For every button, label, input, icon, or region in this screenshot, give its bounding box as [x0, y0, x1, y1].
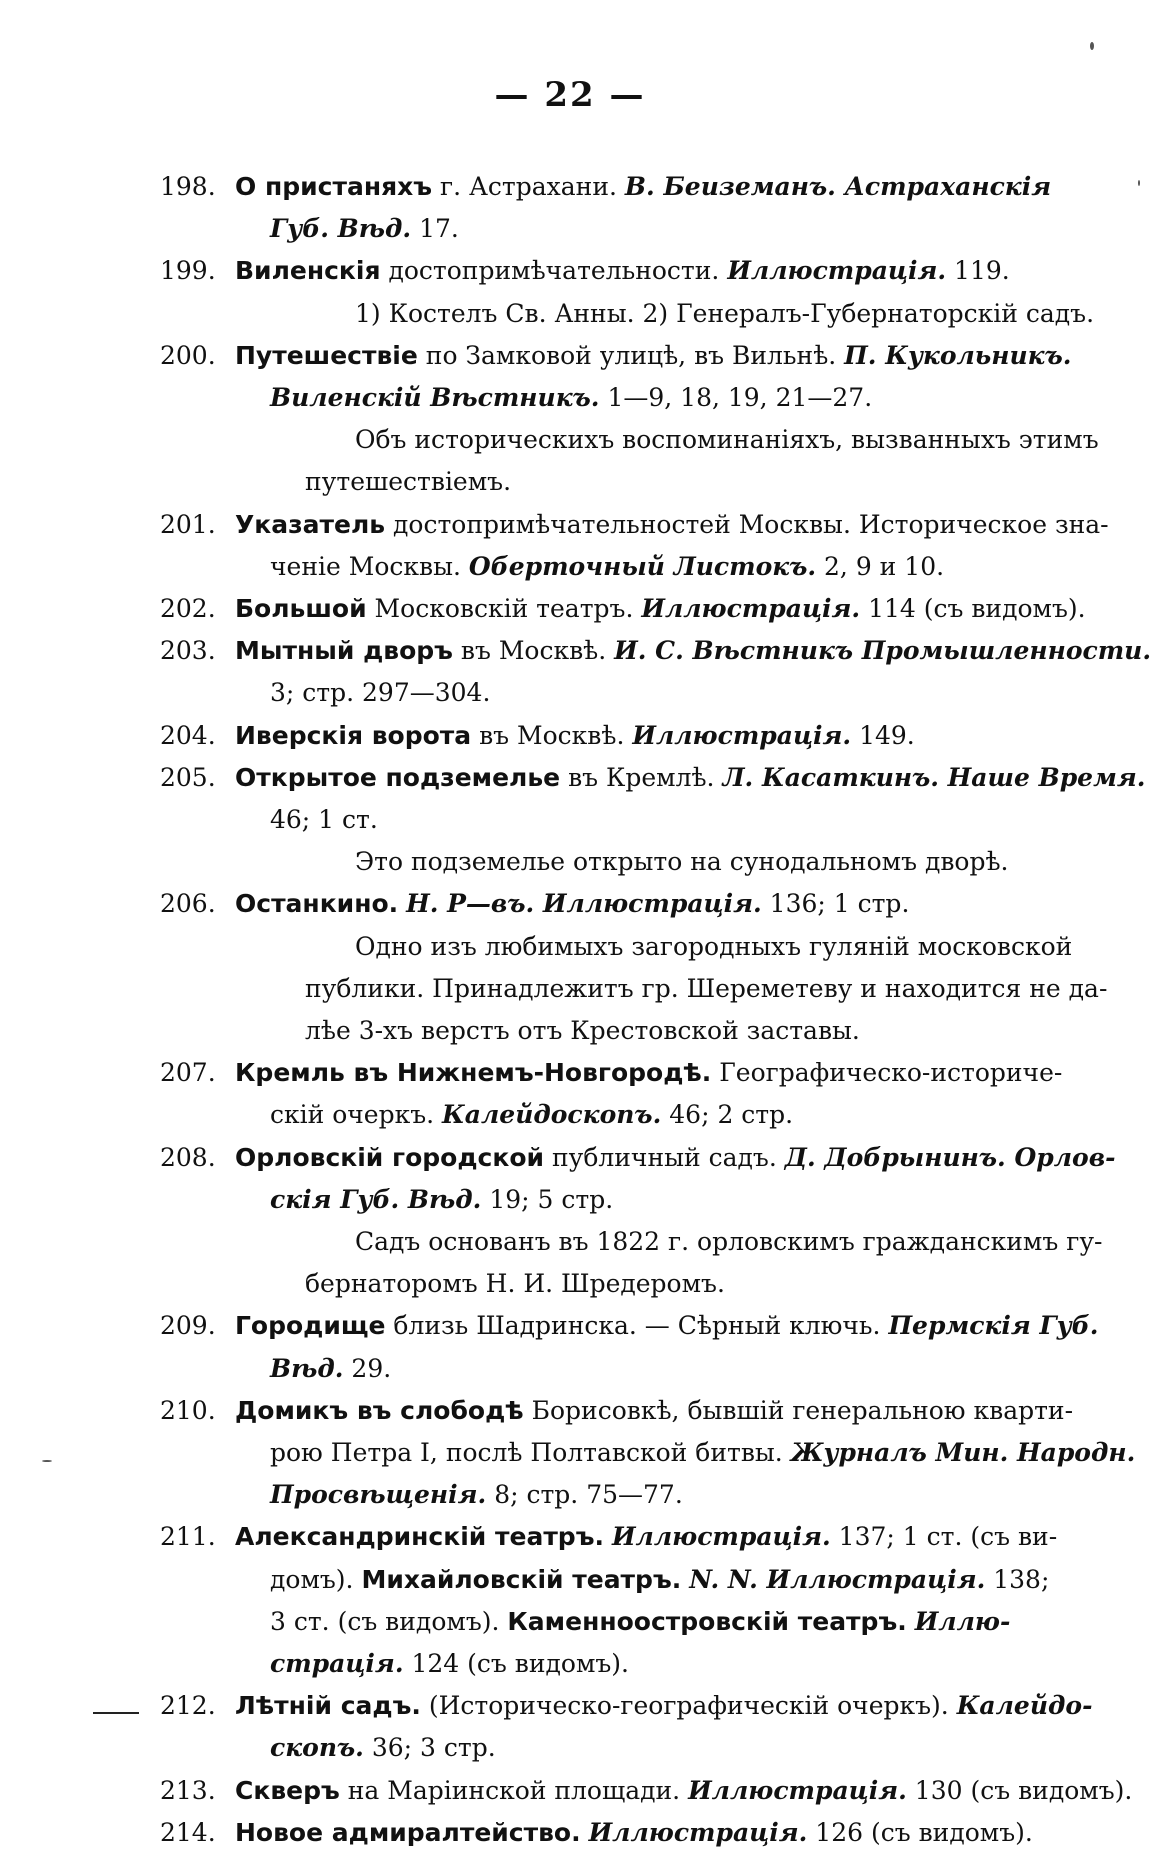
- entry-continuation-line: [270, 1726, 1090, 1770]
- entry-title-line: [235, 1769, 1133, 1813]
- entry-heading: Большой: [235, 594, 367, 623]
- entry-continuation-line: [305, 460, 1090, 504]
- entry-number: 210.: [160, 1395, 216, 1425]
- entry-source: П. Кукольникъ.: [844, 340, 1072, 370]
- entry-text: на Маріинской площади.: [339, 1775, 689, 1805]
- entry-title-line: [235, 1304, 1099, 1348]
- entry-title-line: [235, 587, 1090, 631]
- entry-heading: Домикъ въ слободѣ: [235, 1395, 524, 1425]
- entry-continuation-line: [270, 1431, 1136, 1475]
- entry-text: рою Петра I, послѣ Полтавской битвы.: [270, 1438, 791, 1467]
- entry-continuation-line: [355, 292, 1095, 336]
- entry-title-line: [235, 629, 1151, 673]
- entry-text: по Замковой улицѣ, въ Вильнѣ.: [417, 340, 845, 370]
- entry-source: В. Беиземанъ. Астраханскія: [624, 172, 1052, 201]
- entry-text: публичный садъ.: [544, 1142, 785, 1172]
- entry-continuation-line: [355, 925, 1090, 969]
- entry-source: Иллюстрація.: [727, 256, 947, 286]
- entry-text: лѣе 3-хъ верстъ отъ Крестовской заставы.: [305, 1016, 860, 1045]
- entry-text: 46; 2 стр.: [661, 1100, 794, 1130]
- entry-continuation-line: [305, 967, 1108, 1011]
- entry-title-line: [235, 1051, 1090, 1095]
- entry-text: домъ).: [270, 1564, 362, 1594]
- entry-number: 202.: [160, 594, 216, 623]
- entry-text: Борисовкѣ, бывшій генеральною кварти-: [523, 1395, 1074, 1425]
- entry-heading: Новое адмиралтейство.: [235, 1817, 581, 1847]
- entry-text: 137; 1 ст. (съ ви-: [830, 1522, 1058, 1552]
- entry-heading: Открытое подземелье: [235, 762, 561, 792]
- entry-text: публики. Принадлежитъ гр. Шереметеву и находится не да-: [305, 973, 1108, 1003]
- entry-text: ченіе Москвы.: [270, 551, 469, 581]
- entry-text: путешествіемъ.: [305, 467, 512, 497]
- entry-source: Иллюстрація.: [588, 1817, 808, 1847]
- entry-text: достопримѣчательностей Москвы. Историческое зна-: [385, 509, 1109, 539]
- entry-source: И. С. Вѣстникъ Промышленности.: [614, 636, 1151, 666]
- entry-text: 124 (съ видомъ).: [403, 1649, 629, 1678]
- entry-text: [398, 889, 406, 918]
- entry-heading: Городище: [235, 1311, 386, 1341]
- entry-title-line: [235, 714, 1090, 758]
- entry-number: 203.: [160, 636, 216, 666]
- entry-text: 46; 1 ст.: [270, 805, 378, 834]
- entry-continuation-line: [270, 671, 1090, 715]
- entry-continuation-line: [355, 1220, 1103, 1264]
- entry-number: 199.: [160, 256, 216, 286]
- entry-source: скія Губ. Вѣд.: [270, 1184, 482, 1214]
- entry-heading: Иверскія ворота: [235, 720, 472, 750]
- entry-text: г. Астрахани.: [432, 172, 625, 201]
- entry-continuation-line: [270, 376, 1090, 420]
- entry-continuation-line: [270, 207, 1090, 251]
- entry-text: близь Шадринска. — Сѣрный ключь.: [385, 1311, 889, 1341]
- ink-speck: [1138, 180, 1140, 186]
- entry-continuation-line: [270, 1473, 1090, 1517]
- entry-heading: Мытный дворъ: [235, 636, 453, 666]
- ink-speck: [42, 1460, 52, 1462]
- entry-title-line: [235, 503, 1109, 547]
- entry-title-line: [235, 756, 1146, 800]
- entry-text: Московскій театръ.: [366, 594, 642, 623]
- entry-continuation-line: [270, 1178, 1090, 1222]
- entry-number: 207.: [160, 1058, 216, 1088]
- entry-text: въ Кремлѣ.: [560, 762, 723, 792]
- entry-title-line: [235, 334, 1090, 378]
- entry-source: Иллюстрація.: [688, 1775, 907, 1805]
- entry-text: 3 ст. (съ видомъ).: [270, 1606, 508, 1636]
- entry-continuation-line: [270, 1600, 1090, 1644]
- entry-number: 208.: [160, 1142, 216, 1172]
- entry-continuation-line: [355, 840, 1090, 884]
- entry-continuation-line: [270, 1347, 1090, 1391]
- entry-number: 206.: [160, 889, 216, 919]
- entry-text: Садъ основанъ въ 1822 г. орловскимъ гражданскимъ гу-: [355, 1227, 1103, 1256]
- entry-source: Журналъ Мин. Народн.: [790, 1438, 1136, 1467]
- entry-source: Иллюстрація.: [632, 720, 852, 750]
- entry-text: 1—9, 18, 19, 21—27.: [599, 383, 873, 412]
- entry-text: [681, 1565, 689, 1594]
- entry-heading: Михайловскій театръ.: [361, 1564, 682, 1594]
- entry-continuation-line: [305, 1262, 1090, 1306]
- entry-number: 204.: [160, 720, 216, 750]
- entry-text: 138;: [985, 1564, 1050, 1594]
- entry-source: Губ. Вѣд.: [270, 214, 412, 244]
- entry-text: 19; 5 стр.: [481, 1184, 614, 1214]
- entry-source: Л. Касаткинъ. Наше Время.: [722, 762, 1146, 792]
- entry-heading: Кремль въ Нижнемъ-Новгородѣ.: [235, 1058, 712, 1088]
- entry-heading: Лѣтній садъ.: [235, 1691, 421, 1721]
- entry-title-line: [235, 1515, 1090, 1559]
- entry-text: Одно изъ любимыхъ загородныхъ гуляній московской: [355, 931, 1073, 961]
- entry-source: Просвѣщенія.: [270, 1480, 487, 1510]
- entry-text: [604, 1522, 612, 1551]
- entry-text: 8; стр. 75—77.: [486, 1480, 683, 1510]
- entry-heading: Александринскій театръ.: [235, 1522, 604, 1552]
- page-number: — 22 —: [494, 75, 646, 115]
- entry-heading: Указатель: [235, 509, 386, 539]
- entry-text: достопримѣчательности.: [380, 256, 728, 286]
- entry-source: Иллюстрація.: [611, 1522, 831, 1552]
- entry-source: Иллю-: [914, 1606, 1011, 1636]
- entry-text: (Историческо-географическій очеркъ).: [420, 1691, 957, 1721]
- entry-text: 17.: [411, 214, 459, 244]
- ink-speck: [1090, 42, 1094, 50]
- entry-text: 130 (съ видомъ).: [906, 1775, 1133, 1805]
- entry-text: 149.: [851, 720, 915, 750]
- entry-continuation-line: [270, 1093, 1090, 1137]
- entry-heading: Виленскія: [235, 256, 381, 286]
- entry-title-line: [235, 1811, 1090, 1855]
- entry-heading: Путешествіе: [235, 340, 418, 370]
- entry-text: Это подземелье открыто на сунодальномъ дворѣ.: [355, 847, 1009, 877]
- entry-number: 213.: [160, 1775, 216, 1805]
- entry-text: Географическо-историче-: [711, 1058, 1063, 1088]
- entry-title-line: [235, 1684, 1093, 1728]
- entry-source: скопъ.: [270, 1733, 364, 1763]
- entry-source: Д. Добрынинъ. Орлов-: [784, 1142, 1116, 1172]
- entry-source: Калейдо-: [956, 1691, 1093, 1721]
- entry-text: въ Москвѣ.: [452, 636, 615, 666]
- entry-continuation-line: [270, 1558, 1090, 1602]
- entry-text: 136; 1 стр.: [761, 889, 910, 919]
- entry-number: 212.: [160, 1691, 216, 1721]
- entry-continuation-line: [270, 545, 1090, 589]
- entry-source: страція.: [270, 1649, 404, 1678]
- entry-text: въ Москвѣ.: [471, 720, 633, 750]
- entry-source: Вѣд.: [270, 1353, 344, 1383]
- entry-number: 198.: [160, 172, 216, 201]
- entry-heading: Останкино.: [235, 889, 399, 919]
- entry-source: Виленскій Вѣстникъ.: [270, 383, 600, 412]
- entry-title-line: [235, 249, 1090, 293]
- entry-title-line: [235, 882, 1090, 926]
- entry-text: 2, 9 и 10.: [816, 551, 945, 581]
- entry-heading: О пристаняхъ: [235, 172, 433, 201]
- entry-title-line: [235, 165, 1090, 209]
- entry-heading: Каменноостровскій театръ.: [507, 1606, 907, 1636]
- entry-text: 119.: [946, 256, 1010, 286]
- entry-continuation-line: [305, 1009, 1090, 1053]
- entry-heading: Скверъ: [235, 1775, 340, 1805]
- entry-text: 114 (съ видомъ).: [860, 594, 1086, 623]
- entry-text: 126 (съ видомъ).: [807, 1817, 1033, 1847]
- entry-text: 3; стр. 297—304.: [270, 678, 491, 708]
- entry-source: Калейдоскопъ.: [442, 1100, 662, 1130]
- entry-title-line: [235, 1136, 1116, 1180]
- entry-continuation-line: [270, 798, 1090, 842]
- entry-text: 36; 3 стр.: [363, 1733, 496, 1763]
- entry-text: 29.: [343, 1353, 392, 1383]
- entry-number: 209.: [160, 1311, 216, 1341]
- entry-number: 211.: [160, 1522, 216, 1552]
- entry-heading: Орловскій городской: [235, 1142, 545, 1172]
- entry-number: 205.: [160, 762, 216, 792]
- entry-continuation-line: [355, 418, 1099, 462]
- entry-text: [907, 1607, 915, 1636]
- entry-source: Оберточный Листокъ.: [468, 551, 817, 581]
- entry-number: 200.: [160, 340, 216, 370]
- entry-source: Пермскія Губ.: [888, 1311, 1099, 1341]
- entry-text: 1) Костелъ Св. Анны. 2) Генералъ-Губернаторскій садъ.: [355, 298, 1095, 328]
- entry-text: [581, 1818, 589, 1847]
- entry-source: Н. Р—въ. Иллюстрація.: [406, 889, 762, 919]
- entry-title-line: [235, 1389, 1090, 1433]
- entry-text: Объ историческихъ воспоминаніяхъ, вызванныхъ этимъ: [355, 425, 1099, 455]
- entry-number: 214.: [160, 1817, 216, 1847]
- footer-rule: [93, 1712, 139, 1714]
- entry-number: 201.: [160, 509, 216, 539]
- entry-text: бернаторомъ Н. И. Шредеромъ.: [305, 1269, 725, 1299]
- entry-source: Иллюстрація.: [641, 594, 861, 623]
- entry-text: скій очеркъ.: [270, 1100, 443, 1130]
- entry-continuation-line: [270, 1642, 1090, 1686]
- entry-source: N. N. Иллюстрація.: [689, 1564, 986, 1594]
